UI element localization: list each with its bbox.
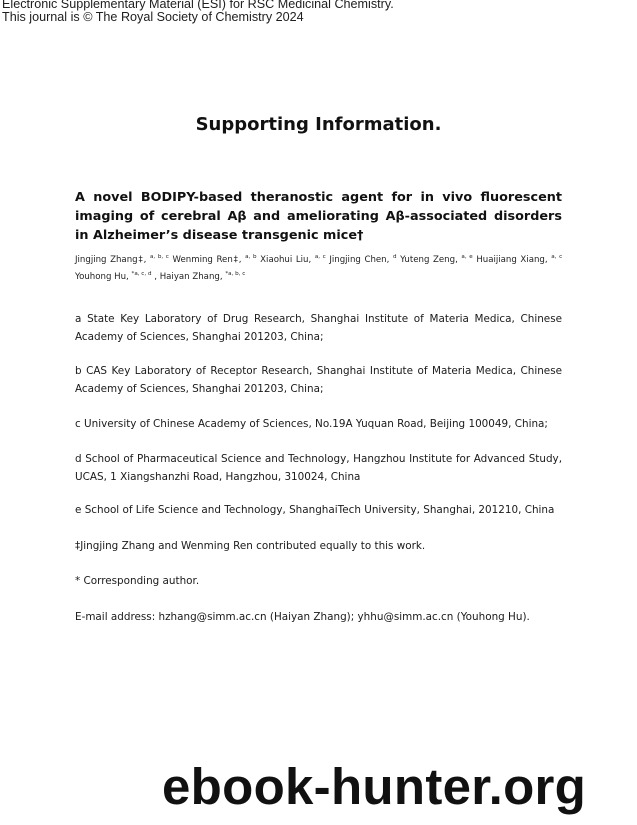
affiliation-d: d School of Pharmaceutical Science and Technology, Hangzhou Institute for Advanced Study, UCAS, 1 Xiangshanzhi Road, Hangzhou, 310024, China — [75, 453, 562, 483]
author-affiliation: *a, c, d — [131, 271, 152, 277]
article-title: A novel BODIPY-based theranostic agent for in vivo fluorescent imaging of cerebral Aβ and ameliorating Aβ-associated disorders in Alzheimer’s disease transgenic mice† — [75, 190, 562, 243]
affiliation-e: e School of Life Science and Technology, ShanghaiTech University, Shanghai, 201210, China — [75, 504, 555, 516]
author-name: Jingjing Chen, — [329, 255, 390, 265]
email-addresses: E-mail address: hzhang@simm.ac.cn (Haiyan Zhang); yhhu@simm.ac.cn (Youhong Hu). — [75, 611, 530, 623]
journal-header-line-2: This journal is © The Royal Society of Chemistry 2024 — [2, 10, 304, 24]
author-affiliation: a, b, c — [149, 254, 169, 260]
author-affiliation: a, c — [314, 254, 326, 260]
author-list — [75, 252, 562, 286]
author-affiliation: a, c — [551, 254, 563, 260]
author-affiliation: a, b — [245, 254, 257, 260]
affiliation-a: a State Key Laboratory of Drug Research, Shanghai Institute of Materia Medica, Chinese Academy of Sciences, Shanghai 201203, China; — [75, 313, 562, 343]
author-name: Jingjing Zhang‡, — [75, 255, 147, 265]
author-name: Wenming Ren‡, — [172, 255, 242, 265]
corresponding-author-note: * Corresponding author. — [75, 575, 200, 587]
author-name: Xiaohui Liu, — [260, 255, 312, 265]
author-name: Huaijiang Xiang, — [476, 255, 548, 265]
journal-header-line-1: Electronic Supplementary Material (ESI) for RSC Medicinal Chemistry. — [2, 0, 394, 11]
author-affiliation: *a, b, c — [225, 271, 246, 277]
author-affiliation: a, e — [461, 254, 473, 260]
watermark: ebook-hunter.org — [162, 758, 587, 815]
author-name: Yuteng Zeng, — [400, 255, 458, 265]
equal-contribution-note: ‡Jingjing Zhang and Wenming Ren contributed equally to this work. — [75, 540, 426, 552]
affiliation-b: b CAS Key Laboratory of Receptor Research, Shanghai Institute of Materia Medica, Chinese Academy of Sciences, Shanghai 201203, China; — [75, 365, 562, 395]
page-title: Supporting Information. — [195, 114, 442, 135]
author-name: , Haiyan Zhang, — [154, 272, 223, 282]
author-affiliation: d — [392, 254, 397, 260]
journal-header — [2, 0, 394, 24]
affiliation-c: c University of Chinese Academy of Sciences, No.19A Yuquan Road, Beijing 100049, China; — [75, 418, 548, 430]
author-name: Youhong Hu, — [75, 272, 129, 282]
